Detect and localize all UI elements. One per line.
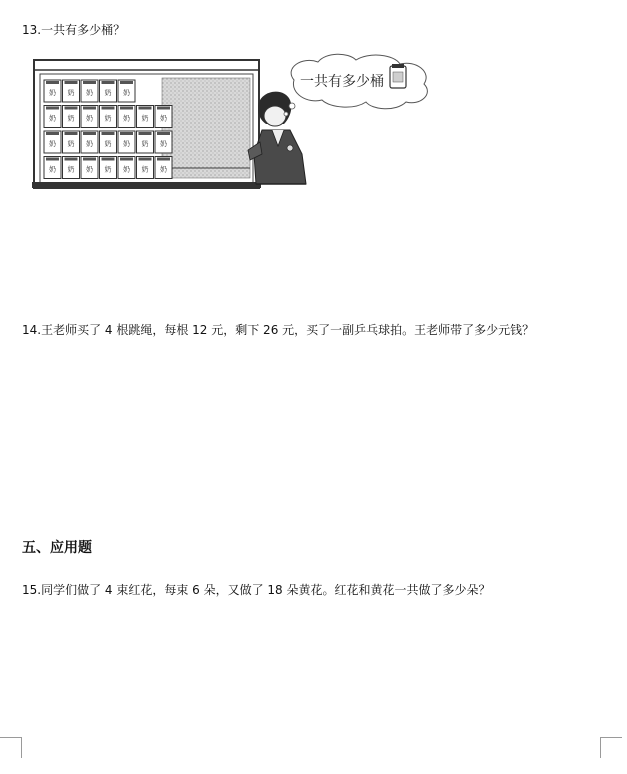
bucket-cap xyxy=(102,81,115,84)
bucket-cap xyxy=(46,107,59,110)
bucket-cap xyxy=(157,158,170,161)
question-13-illustration xyxy=(22,50,442,200)
bucket-label: 奶 xyxy=(49,114,56,123)
bucket-label: 奶 xyxy=(123,140,130,148)
bucket-label: 奶 xyxy=(86,89,93,97)
bucket-cap xyxy=(157,107,170,110)
question-14-text: 14.王老师买了 4 根跳绳，每根 12 元，剩下 26 元，买了一副乒乓球拍。王老师带了多少元钱？ xyxy=(22,323,535,337)
bucket-label: 奶 xyxy=(123,114,130,123)
bucket-label: 奶 xyxy=(86,114,93,123)
bucket-cap xyxy=(65,81,78,84)
bucket-label: 奶 xyxy=(67,165,75,174)
bucket-cap xyxy=(102,158,115,161)
bucket-cap xyxy=(83,107,96,110)
bucket-label: 奶 xyxy=(104,165,112,174)
bucket-label: 奶 xyxy=(49,165,56,174)
bucket-cap xyxy=(65,132,78,135)
bucket-cap xyxy=(120,158,133,161)
bucket-cap xyxy=(157,132,170,135)
bucket-cap xyxy=(120,132,133,135)
bucket-cap xyxy=(120,107,133,110)
bucket-cap xyxy=(139,158,152,161)
page-corner-mark-right xyxy=(600,737,622,758)
question-15-text: 15.同学们做了 4 束红花，每束 6 朵，又做了 18 朵黄花。红花和黄花一共做了多少朵？ xyxy=(22,583,491,597)
bucket-label: 奶 xyxy=(67,140,75,148)
bucket-cap xyxy=(83,81,96,84)
bucket-label: 奶 xyxy=(123,89,130,97)
bucket-label: 奶 xyxy=(86,140,93,148)
bucket-label: 奶 xyxy=(86,165,93,174)
bucket-label: 奶 xyxy=(141,165,149,174)
bucket-cap xyxy=(65,107,78,110)
bucket-cap xyxy=(139,132,152,135)
bubble-text: 一共有多少桶 xyxy=(300,74,384,90)
bucket-cap xyxy=(83,158,96,161)
bucket-cap xyxy=(65,158,78,161)
page-corner-mark-left xyxy=(0,737,22,758)
bucket-label: 奶 xyxy=(104,140,112,148)
bucket-label: 奶 xyxy=(160,165,167,174)
bucket-cap xyxy=(120,81,133,84)
bucket-label: 奶 xyxy=(160,114,167,123)
bucket-cap xyxy=(46,158,59,161)
bucket-label: 奶 xyxy=(67,89,75,97)
bucket-label: 奶 xyxy=(104,114,112,123)
bucket-label: 奶 xyxy=(123,165,130,174)
bucket-cap xyxy=(102,132,115,135)
bucket-cap xyxy=(83,132,96,135)
bucket-cap xyxy=(102,107,115,110)
thought-bubble xyxy=(284,54,427,116)
bucket-label: 奶 xyxy=(160,140,167,148)
bucket-label: 奶 xyxy=(49,89,56,97)
bucket-cap xyxy=(46,81,59,84)
bucket-cap xyxy=(139,107,152,110)
bucket-label: 奶 xyxy=(67,114,75,123)
bucket-cap xyxy=(46,132,59,135)
bucket-label: 奶 xyxy=(49,140,56,148)
bucket-label: 奶 xyxy=(141,114,149,123)
cabinet-base xyxy=(32,182,261,188)
question-13-text: 13.一共有多少桶？ xyxy=(22,23,126,37)
bubble-bucket-icon xyxy=(390,64,406,88)
section-title: 五、应用题 xyxy=(22,540,92,556)
bucket-label: 奶 xyxy=(141,140,149,148)
bucket-label: 奶 xyxy=(104,89,112,97)
